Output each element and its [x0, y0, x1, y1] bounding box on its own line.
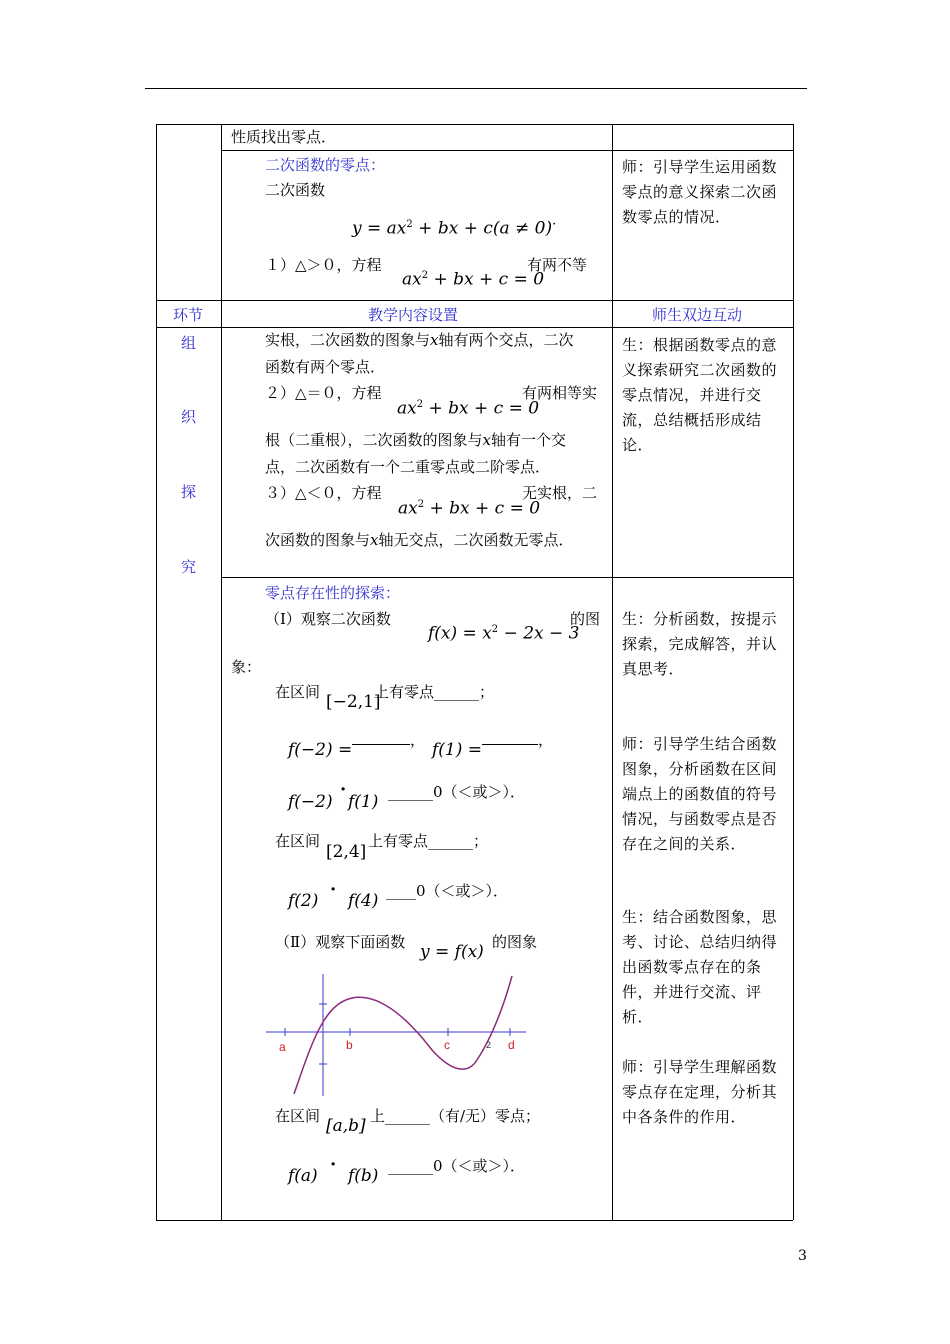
header-rule: [145, 88, 807, 89]
prod2-a: f(2): [288, 891, 319, 911]
case1-equation: $ax^2$ + bx + c = 0: [402, 269, 545, 290]
p2-formula: y = f(x): [420, 942, 484, 962]
int3-suffix: 上______（有/无）零点；: [370, 1107, 541, 1125]
int2-prefix: 在区间: [275, 832, 321, 850]
row2-line4: 根（二重根），二次函数的图象与x轴有一个交: [265, 431, 566, 449]
prod3-b: f(b): [348, 1166, 379, 1186]
case1-prefix: １）△＞０，方程: [265, 256, 382, 274]
f-minus2: f(−2) =: [288, 740, 353, 760]
stage-char-1: 组: [181, 334, 197, 352]
row2-line1: 实根，二次函数的图象与x轴有两个交点，二次: [265, 331, 574, 349]
case2-equation: $ax^2$ + bx + c = 0: [397, 398, 540, 419]
header-interaction: 师生双边互动: [652, 306, 743, 324]
case2-suffix: 有两相等实: [522, 384, 598, 402]
stage-char-2: 织: [181, 408, 197, 426]
row3-title: 零点存在性的探索：: [265, 584, 401, 602]
row3-note-3: 生：结合函数图象，思考、讨论、总结归纳得出函数零点存在的条件，并进行交流、评析．: [622, 908, 778, 1026]
quadratic-formula: $y = ax^2$ + bx + c(a ≠ 0)·: [352, 217, 557, 239]
header-content: 教学内容设置: [368, 306, 459, 324]
function-graph: [262, 972, 530, 1100]
p1-cont: 象：: [231, 658, 262, 676]
row2-note: 生：根据函数零点的意义探索研究二次函数的零点情况，并进行交流，总结概括形成结论．: [622, 336, 778, 454]
header-stage: 环节: [173, 306, 204, 324]
label-d: d: [508, 1038, 515, 1052]
prod2-suffix: ____0（＜或＞）．: [386, 882, 509, 900]
blank2: ，: [482, 730, 553, 750]
row0-text: 性质找出零点．: [231, 128, 337, 146]
case3-prefix: ３）△＜０，方程: [265, 484, 382, 502]
int1: [−2,1]: [326, 692, 381, 712]
row3-note-4: 师：引导学生理解函数零点存在定理，分析其中各条件的作用．: [622, 1058, 778, 1126]
int1-suffix: 上有零点______；: [374, 683, 495, 701]
label-b: b: [346, 1038, 353, 1052]
prod1-a: f(−2): [288, 792, 333, 812]
p1-formula: $f(x) = x^2 - 2x - 3$: [428, 623, 580, 644]
function-curve: [294, 976, 512, 1094]
dot2: ·: [330, 879, 337, 900]
int2: [2,4]: [326, 842, 367, 862]
p2-prefix: （Ⅱ）观察下面函数: [275, 933, 406, 951]
p1-suffix: 的图: [570, 610, 601, 628]
prod1-b: f(1): [348, 792, 379, 812]
p2-suffix: 的图象: [492, 933, 538, 951]
label-c: c: [444, 1038, 450, 1052]
label-a: a: [279, 1040, 286, 1054]
prod3-suffix: ______0（＜或＞）．: [388, 1157, 526, 1175]
blank1: ，: [352, 730, 425, 750]
dot3: ·: [330, 1154, 337, 1175]
p1-prefix: （Ⅰ）观察二次函数: [265, 610, 391, 628]
int3: [a,b]: [326, 1116, 366, 1136]
row1-title: 二次函数的零点：: [265, 156, 386, 174]
f-1: f(1) =: [432, 740, 483, 760]
stage-char-3: 探: [181, 483, 197, 501]
case1-suffix: 有两不等: [527, 256, 588, 274]
dot1: ·: [340, 779, 347, 800]
case3-suffix: 无实根，二: [522, 484, 598, 502]
int3-prefix: 在区间: [275, 1107, 321, 1125]
row2-line2: 函数有两个零点．: [265, 358, 386, 376]
row3-note-1: 生：分析函数，按提示探索，完成解答，并认真思考．: [622, 610, 778, 678]
case2-prefix: ２）△＝０，方程: [265, 384, 382, 402]
row1-line1: 二次函数: [265, 181, 326, 199]
prod2-b: f(4): [348, 891, 379, 911]
label-2: 2: [486, 1040, 492, 1050]
prod1-suffix: ______0（＜或＞）．: [388, 783, 526, 801]
row1-note: 师：引导学生运用函数零点的意义探索二次函数零点的情况．: [622, 158, 778, 226]
int2-suffix: 上有零点______；: [368, 832, 489, 850]
row2-line5: 点，二次函数有一个二重零点或二阶零点．: [265, 458, 551, 476]
stage-char-4: 究: [181, 558, 197, 576]
case3-equation: $ax^2$ + bx + c = 0: [398, 498, 541, 519]
row3-note-2: 师：引导学生结合函数图象，分析函数在区间端点上的函数值的符号情况，与函数零点是否存在之间的关系．: [622, 735, 778, 853]
row2-line7: 次函数的图象与x轴无交点，二次函数无零点．: [265, 531, 574, 549]
prod3-a: f(a): [288, 1166, 318, 1186]
int1-prefix: 在区间: [275, 683, 321, 701]
page-number: 3: [798, 1248, 807, 1264]
